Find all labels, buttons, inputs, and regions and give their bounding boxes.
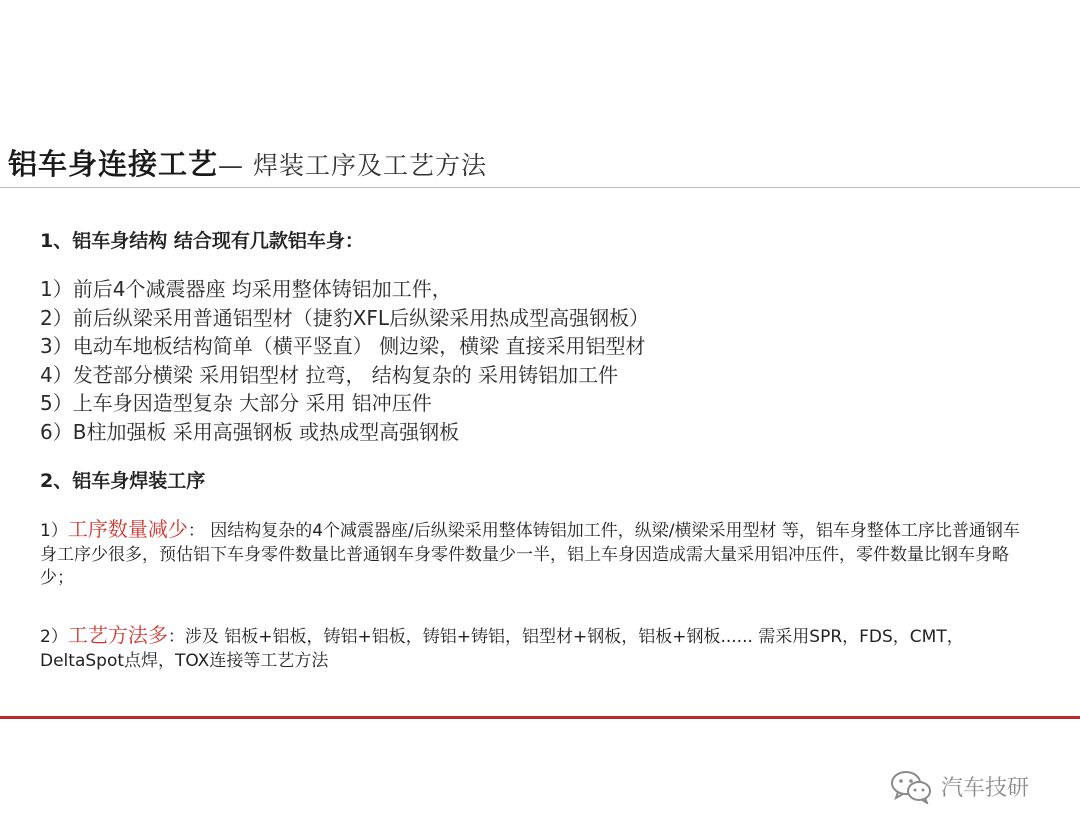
highlight-text: 工艺方法多 [67, 623, 168, 647]
para-text: ： 因结构复杂的4个减震器座/后纵梁采用整体铸铝加工件，纵梁/横梁采用型材 等，铝车身整体工序比普通钢车身工序少很多，预估铝下车身零件数量比普通钢车身零件数量少一半，铝上车身因造成需大量采用铝冲压件，零件数量比钢车身略少； [40, 521, 1020, 588]
paragraph-process-count [40, 518, 1030, 591]
page-subtitle: — 焊装工序及工艺方法 [218, 151, 487, 180]
para-prefix: 1） [40, 521, 68, 541]
list-item: 1）前后4个减震器座 均采用整体铸铝加工件， [40, 277, 452, 301]
list-item: 3）电动车地板结构简单（横平竖直） 侧边梁，横梁 直接采用铝型材 [40, 334, 646, 358]
slide-title [8, 142, 487, 183]
bottom-divider [0, 716, 1080, 719]
list-item: 5）上车身因造型复杂 大部分 采用 铝冲压件 [40, 391, 432, 415]
title-divider [0, 187, 1080, 188]
highlight-text: 工序数量减少 [67, 517, 188, 541]
page-title: 铝车身连接工艺 [8, 147, 219, 181]
paragraph-methods [40, 624, 1030, 673]
watermark [889, 768, 1029, 804]
list-item: 2）前后纵梁采用普通铝型材（捷豹XFL后纵梁采用热成型高强钢板） [40, 305, 650, 330]
para-text: ：涉及 铝板+铝板，铸铝+铝板，铸铝+铸铝，铝型材+钢板，铝板+钢板...... 需采用SPR，FDS，CMT，DeltaSpot点焊，TOX连接等工艺方法 [40, 627, 964, 671]
list-item: 4）发苍部分横梁 采用铝型材 拉弯， 结构复杂的 采用铸铝加工件 [40, 362, 619, 387]
list-item: 6）B柱加强板 采用高强钢板 或热成型高强钢板 [40, 419, 460, 444]
structure-list [40, 275, 649, 446]
wechat-icon [889, 768, 933, 804]
section2-heading: 2、铝车身焊装工序 [40, 470, 206, 492]
section1-heading: 1、铝车身结构 结合现有几款铝车身： [40, 230, 364, 252]
watermark-text: 汽车技研 [941, 775, 1030, 801]
para-prefix: 2） [40, 627, 68, 647]
